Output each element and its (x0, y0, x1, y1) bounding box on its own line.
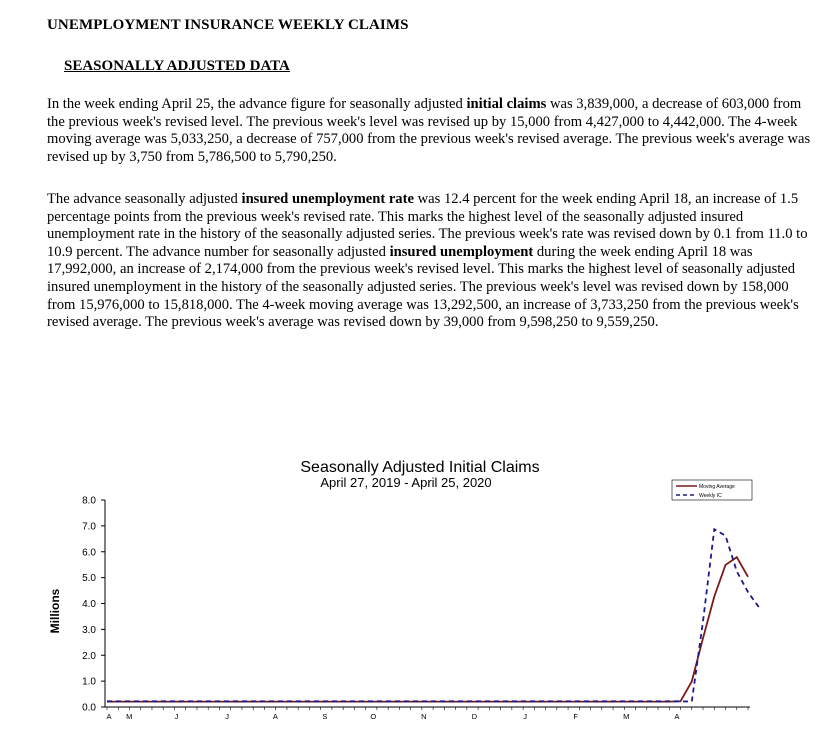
initial-claims-chart (0, 450, 829, 756)
legend-label-moving-average: Moving Average (699, 484, 735, 490)
text-run: In the week ending April 25, the advance figure for seasonally adjusted (47, 96, 467, 112)
y-tick-label: 0.0 (82, 702, 96, 714)
chart-axes (105, 500, 750, 707)
x-tick-label: O (370, 712, 377, 721)
y-tick-label: 6.0 (82, 547, 96, 559)
document-title: UNEMPLOYMENT INSURANCE WEEKLY CLAIMS (47, 17, 409, 33)
legend-label-weekly-ic: Weekly IC (699, 493, 722, 499)
x-tick-label: D (471, 712, 478, 721)
section-heading: SEASONALLY ADJUSTED DATA (64, 58, 290, 74)
chart-svg (0, 450, 829, 756)
y-axis-label: Millions (48, 588, 62, 634)
y-ticks (82, 496, 105, 714)
y-tick-label: 5.0 (82, 573, 96, 585)
x-tick-label: N (421, 712, 427, 721)
y-tick-label: 7.0 (82, 521, 96, 533)
x-tick-label: S (322, 712, 328, 721)
x-tick-label: J (174, 712, 179, 721)
x-tick-label: A (674, 712, 680, 721)
series-line-moving-average (107, 557, 748, 701)
x-tick-label: A (272, 712, 278, 721)
text-run: was 3,839,000, a decrease of 603,000 from the previous week's revised level. The previous week's level was revised up by 15,000 from 4,427,000 to 4,442,000. The 4-week moving average was 5,033,250, a decrease of 757,000 from the previous week's revised average. The previous week's average was revised up by 3,750 from 5,786,500 to 5,790,250. (47, 96, 811, 165)
x-tick-label: J (523, 712, 527, 721)
bold-term: initial claims (466, 96, 547, 112)
paragraph-initial-claims (47, 96, 817, 166)
y-tick-label: 2.0 (82, 650, 96, 662)
x-tick-label: J (225, 712, 229, 721)
series-line-weekly-ic (107, 529, 759, 701)
text-run: during the week ending April 18 was 17,992,000, an increase of 2,174,000 from the previous week's revised level. This marks the highest level of seasonally adjusted insured unemployment in the history of the seasonally adjusted series. The previous week's level was revised down by 158,000 from 15,976,000 to 15,818,000. The 4-week moving average was 13,292,500, an increase of 3,733,250 from the previous week's revised average. The previous week's average was revised down by 39,000 from 9,598,250 to 9,559,250. (47, 243, 799, 331)
y-tick-label: 1.0 (82, 676, 96, 688)
series-lines (107, 529, 759, 701)
bold-term: insured unemployment rate (241, 191, 414, 207)
legend (672, 480, 752, 500)
x-tick-label: M (126, 712, 133, 721)
x-ticks (106, 707, 748, 721)
bold-term: insured unemployment (389, 243, 534, 260)
x-tick-label: F (573, 712, 578, 721)
x-tick-label: A (106, 712, 112, 721)
chart-subtitle: April 27, 2019 - April 25, 2020 (320, 475, 492, 490)
y-tick-label: 3.0 (82, 624, 96, 636)
paragraph-insured-unemployment (47, 191, 817, 332)
text-run: was 12.4 percent for the week ending April 18, an increase of 1.5 percentage points from the previous week's revised rate. This marks the highest level of the seasonally adjusted insured unemployment rate in the history of the seasonally adjusted series. The previous week's rate was revised down by 0.1 from 11.0 to 10.9 percent. The advance number for seasonally adjusted (47, 191, 808, 260)
y-tick-label: 4.0 (82, 599, 96, 610)
text-run: The advance seasonally adjusted (47, 191, 242, 207)
y-tick-label: 8.0 (82, 495, 96, 507)
x-tick-label: M (623, 712, 630, 721)
chart-title: Seasonally Adjusted Initial Claims (300, 459, 540, 476)
